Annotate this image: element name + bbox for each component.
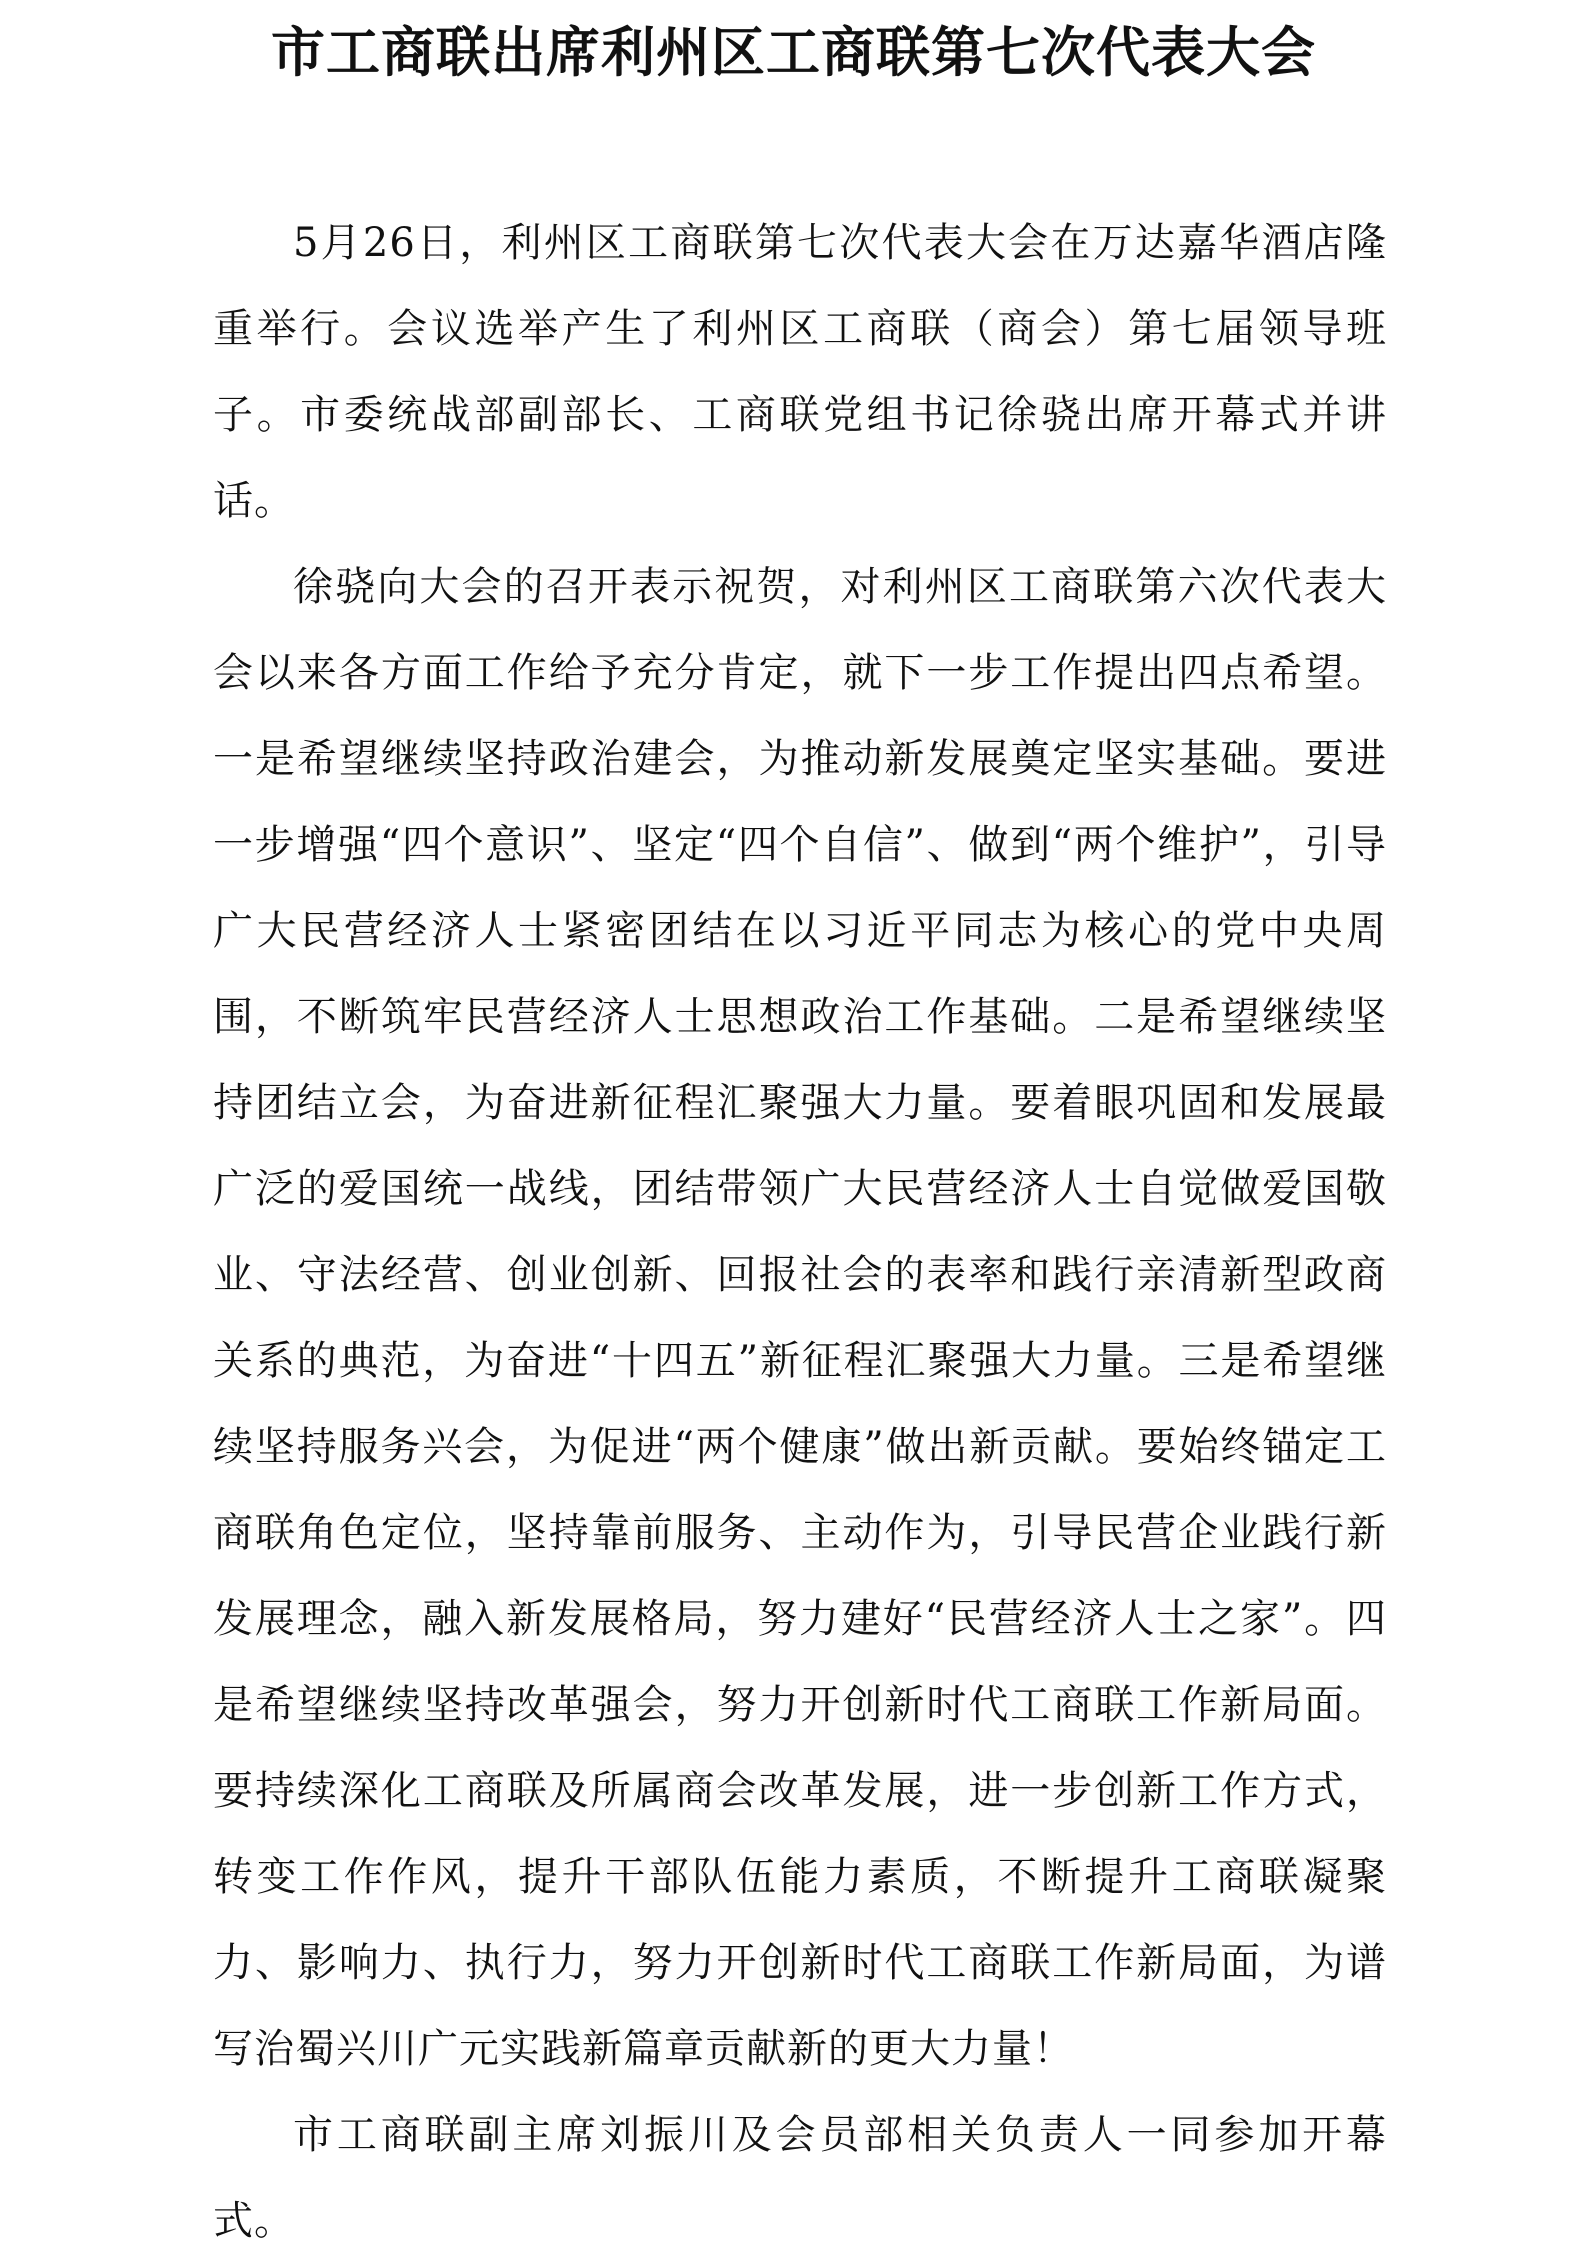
paragraph-attendees: 市工商联副主席刘振川及会员部相关负责人一同参加开幕式。 (213, 2112, 1387, 2244)
paragraph-opening: 5月26日，利州区工商联第七次代表大会在万达嘉华酒店隆重举行。会议选举产生了利州区工商联（商会）第七届领导班子。市委统战部副部长、工商联党组书记徐骁出席开幕式并讲话。 (213, 220, 1387, 524)
document-body (213, 200, 1387, 2264)
paragraph-speech: 徐骁向大会的召开表示祝贺，对利州区工商联第六次代表大会以来各方面工作给予充分肯定，就下一步工作提出四点希望。一是希望继续坚持政治建会，为推动新发展奠定坚实基础。要进一步增强“四个意识”、坚定“四个自信”、做到“两个维护”，引导广大民营经济人士紧密团结在以习近平同志为核心的党中央周围，不断筑牢民营经济人士思想政治工作基础。二是希望继续坚持团结立会，为奋进新征程汇聚强大力量。要着眼巩固和发展最广泛的爱国统一战线，团结带领广大民营经济人士自觉做爱国敬业、守法经营、创业创新、回报社会的表率和践行亲清新型政商关系的典范，为奋进“十四五”新征程汇聚强大力量。三是希望继续坚持服务兴会，为促进“两个健康”做出新贡献。要始终锚定工商联角色定位，坚持靠前服务、主动作为，引导民营企业践行新发展理念，融入新发展格局，努力建好“民营经济人士之家”。四是希望继续坚持改革强会，努力开创新时代工商联工作新局面。要持续深化工商联及所属商会改革发展，进一步创新工作方式，转变工作作风，提升干部队伍能力素质，不断提升工商联凝聚力、影响力、执行力，努力开创新时代工商联工作新局面，为谱写治蜀兴川广元实践新篇章贡献新的更大力量！ (213, 564, 1387, 2072)
document-title: 市工商联出席利州区工商联第七次代表大会 (271, 20, 1316, 84)
